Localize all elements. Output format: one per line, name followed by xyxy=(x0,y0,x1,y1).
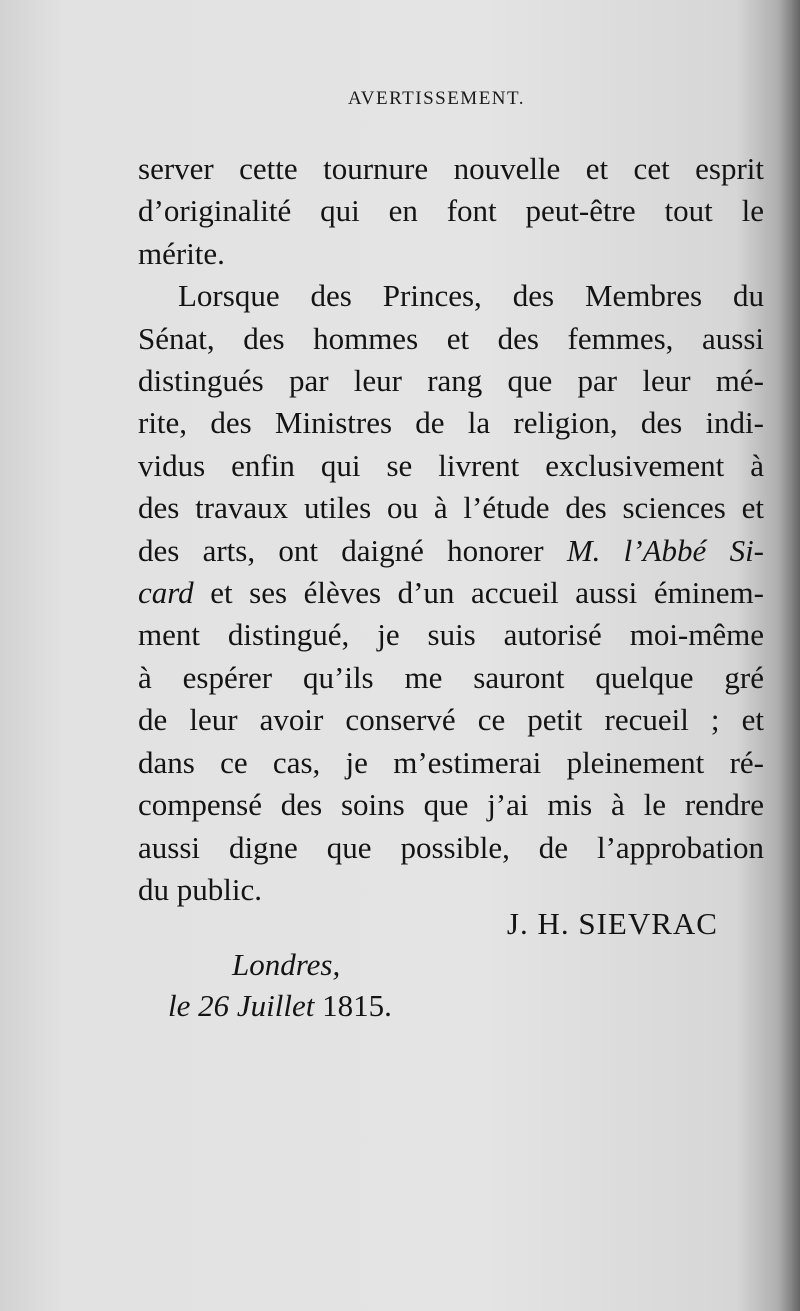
text-line: compensé des soins que j’ai mis à le rendre xyxy=(138,787,764,823)
text-line: aussi digne que possible, de l’approbation xyxy=(138,829,764,865)
text-line: Lorsque des Princes, des Membres du xyxy=(178,278,764,314)
text-line: vidus enfin qui se livrent exclusivement à xyxy=(138,447,764,483)
body-text xyxy=(138,148,764,911)
text-line xyxy=(138,572,764,614)
text-line: du public. xyxy=(138,871,262,907)
text-line: dans ce cas, je m’estimerai pleinement ré- xyxy=(138,744,764,780)
text-line: ment distingué, je suis autorisé moi-même xyxy=(138,617,764,653)
text-line: à espérer qu’ils me sauront quelque gré xyxy=(138,659,764,695)
signature: J. H. SIEVRAC xyxy=(506,906,718,941)
text-line: rite, des Ministres de la religion, des indi- xyxy=(138,405,764,441)
date-month: Juillet xyxy=(236,988,315,1023)
text-line: Sénat, des hommes et des femmes, aussi xyxy=(138,320,764,356)
text-segment: des arts, ont daigné honorer xyxy=(138,532,567,568)
text-line: des travaux utiles ou à l’étude des sciences et xyxy=(138,490,764,526)
text-line: mérite. xyxy=(138,235,225,271)
text-line: de leur avoir conservé ce petit recueil ; et xyxy=(138,702,764,738)
running-head: AVERTISSEMENT. xyxy=(348,88,525,109)
abbe-name-italic: card xyxy=(138,575,194,611)
place-line: Londres, xyxy=(232,947,341,982)
text-line: d’originalité qui en font peut-être tout le xyxy=(138,193,764,229)
date-prefix: le 26 xyxy=(168,988,237,1023)
date-line xyxy=(168,988,392,1024)
text-segment: et ses élèves d’un accueil aussi éminem- xyxy=(193,575,764,611)
text-line: server cette tournure nouvelle et cet esprit xyxy=(138,151,764,186)
page-gutter-shadow xyxy=(778,0,800,1311)
abbe-name-italic: M. l’Abbé Si- xyxy=(566,532,765,568)
text-line: distingués par leur rang que par leur mé- xyxy=(138,363,764,399)
text-line xyxy=(138,530,764,572)
date-year: 1815. xyxy=(314,988,392,1023)
